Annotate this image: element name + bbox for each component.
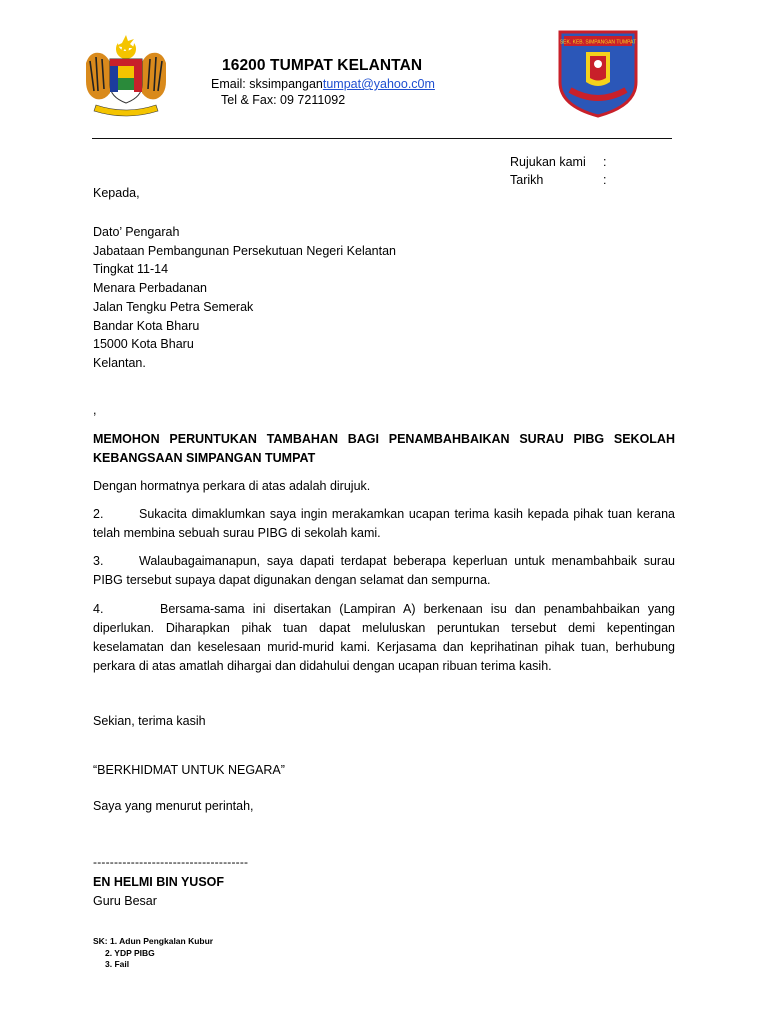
opening-line: Dengan hormatnya perkara di atas adalah dirujuk.	[93, 479, 371, 493]
reference-colons	[603, 153, 606, 189]
address-line: Jabataan Pembangunan Persekutuan Negeri Kelantan	[93, 243, 396, 258]
cc-list	[93, 936, 213, 971]
salutation: Kepada,	[93, 186, 140, 200]
cc-item: 3. Fail	[105, 959, 130, 969]
date-label: Tarikh	[510, 173, 544, 187]
letterhead-tel-fax: Tel & Fax: 09 7211092	[221, 93, 346, 107]
address-line: 15000 Kota Bharu	[93, 337, 194, 352]
paragraph-number: 3.	[93, 554, 104, 568]
letterhead-email	[211, 77, 435, 91]
date-colon: :	[603, 173, 607, 187]
cc-item: 2. YDP PIBG	[105, 947, 155, 958]
email-link[interactable]: tumpat@yahoo.c0m	[322, 77, 435, 91]
cc-item: SK: 1. Adun Pengkalan Kubur	[93, 936, 214, 946]
signature-line: -------------------------------------	[93, 855, 249, 869]
paragraph-4	[93, 600, 675, 676]
signatory-title: Guru Besar	[93, 894, 157, 908]
address-line: Tingkat 11-14	[93, 262, 169, 277]
stray-comma: ,	[93, 403, 97, 417]
email-label: Email: sksimpangan	[211, 77, 323, 91]
address-line: Jalan Tengku Petra Semerak	[93, 299, 254, 314]
school-badge-icon	[556, 30, 640, 118]
address-line: Bandar Kota Bharu	[93, 318, 200, 333]
malaysia-coat-of-arms-icon	[80, 33, 172, 119]
signatory-name: EN HELMI BIN YUSOF	[93, 875, 225, 889]
paragraph-text: Walaubagaimanapun, saya dapati terdapat beberapa keperluan untuk menambahbaik surau PIBG tersebut supaya dapat digunakan dengan selamat dan sempurna.	[93, 554, 675, 587]
address-line: Menara Perbadanan	[93, 281, 207, 296]
address-line: Dato’ Pengarah	[93, 225, 180, 239]
closing-sekian: Sekian, terima kasih	[93, 714, 206, 728]
paragraph-2	[93, 505, 675, 543]
address-line: Kelantan.	[93, 355, 146, 370]
our-ref-label: Rujukan kami	[510, 155, 586, 169]
paragraph-number: 2.	[93, 507, 104, 521]
letterhead-address: 16200 TUMPAT KELANTAN	[222, 57, 423, 74]
paragraph-text: Bersama-sama ini disertakan (Lampiran A) berkenaan isu dan penambahbaikan yang diperlukan. Diharapkan pihak tuan dapat meluluskan peruntukan tersebut demi kepentingan keselamatan dan keselesaan murid-murid kami. Kerjasama dan keprihatinan pihak tuan, berhubung perkara di atas amatlah dihargai dan didahului dengan ucapan ribuan terima kasih.	[93, 602, 675, 673]
paragraph-text: Sukacita dimaklumkan saya ingin merakamkan ucapan terima kasih kepada pihak tuan kerana telah membina sebuah surau PIBG di sekolah kami.	[93, 507, 675, 540]
letter-subject: MEMOHON PERUNTUKAN TAMBAHAN BAGI PENAMBAHBAIKAN SURAU PIBG SEKOLAH KEBANGSAAN SIMPANGAN TUMPAT	[93, 432, 675, 465]
header-divider	[92, 138, 672, 139]
paragraph-number: 4.	[93, 602, 104, 616]
badge-text: SEK. KEB. SIMPANGAN TUMPAT	[559, 39, 637, 46]
reference-labels	[510, 153, 586, 189]
our-ref-colon: :	[603, 155, 607, 169]
recipient-address	[93, 223, 396, 373]
paragraph-3	[93, 552, 675, 590]
closing-motto: “BERKHIDMAT UNTUK NEGARA”	[93, 763, 285, 777]
closing-yours: Saya yang menurut perintah,	[93, 799, 254, 813]
